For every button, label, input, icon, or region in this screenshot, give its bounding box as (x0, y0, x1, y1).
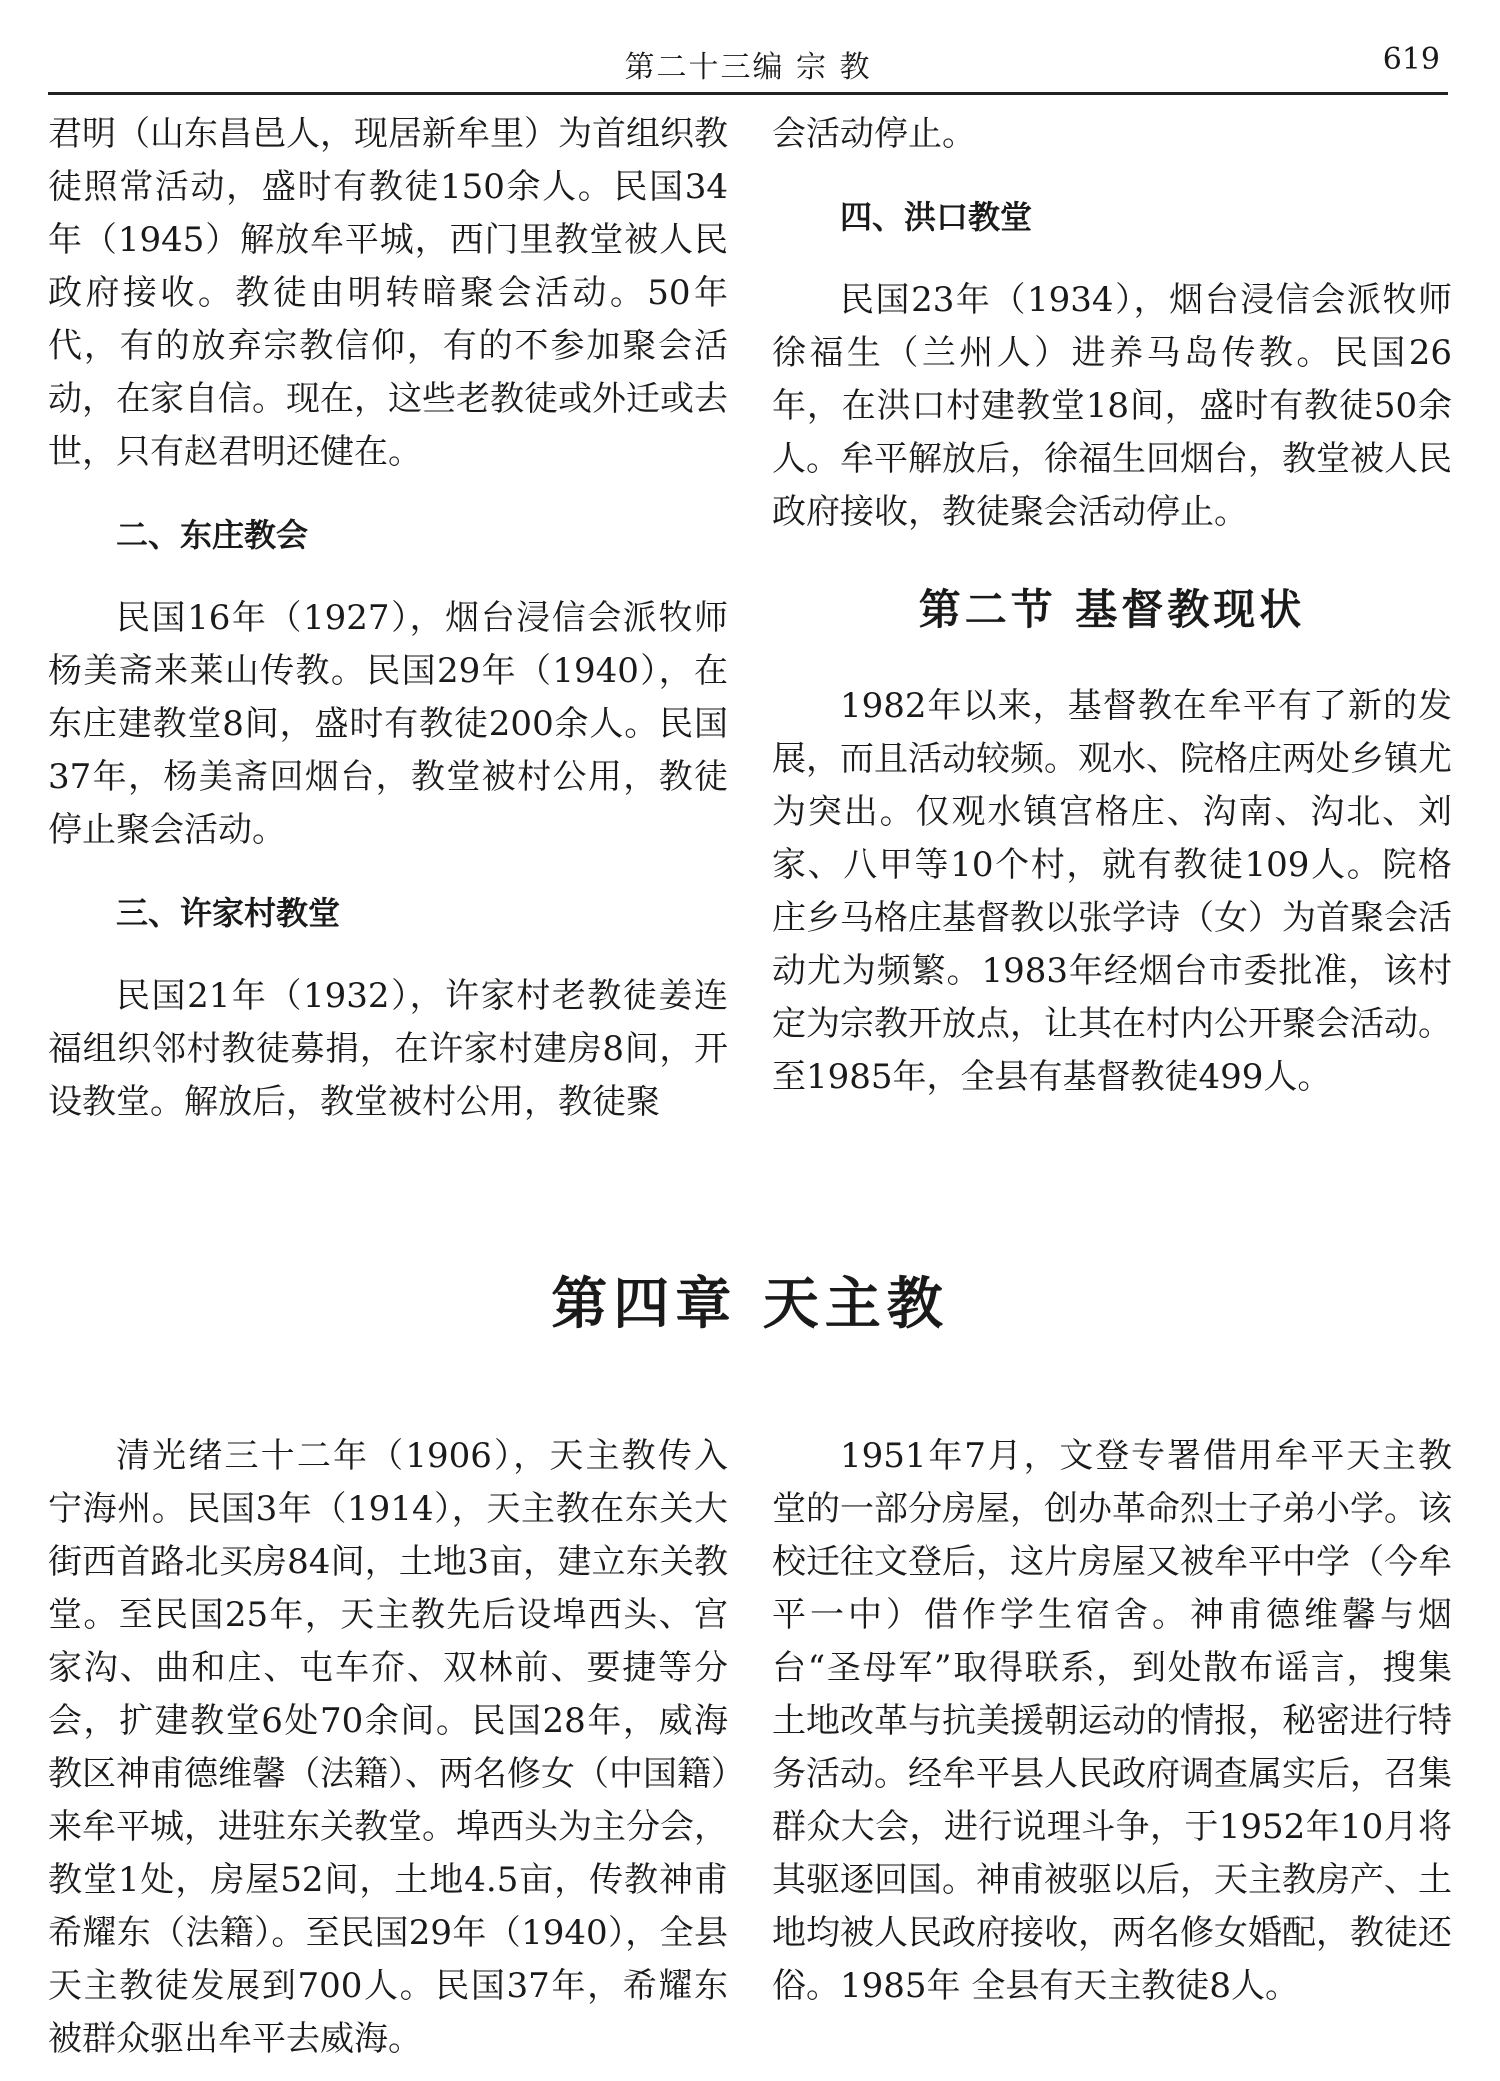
page-number: 619 (1382, 42, 1440, 77)
paragraph: 君明（山东昌邑人，现居新牟里）为首组织教徒照常活动，盛时有教徒150余人。民国34年（1945）解放牟平城，西门里教堂被人民政府接收。教徒由明转暗聚会活动。50年代，有的放弃宗教信仰，有的不参加聚会活动，在家自信。现在，这些老教徒或外迁或去世，只有赵君明还健在。 (48, 114, 728, 472)
bottom-right-column (772, 1430, 1452, 2013)
paragraph: 民国21年（1932），许家村老教徒姜连福组织邻村教徒募捐，在许家村建房8间，开设教堂。解放后，教堂被村公用，教徒聚 (48, 976, 728, 1122)
subsection-heading: 二、东庄教会 (116, 516, 309, 554)
paragraph: 1951年7月，文登专署借用牟平天主教堂的一部分房屋，创办革命烈士子弟小学。该校迁往文登后，这片房屋又被牟平中学（今牟平一中）借作学生宿舍。神甫德维馨与烟台“圣母军”取得联系，到处散布谣言，搜集土地改革与抗美援朝运动的情报，秘密进行特务活动。经牟平县人民政府调查属实后，召集群众大会，进行说理斗争，于1952年10月将其驱逐回国。神甫被驱以后，天主教房产、土地均被人民政府接收，两名修女婚配，教徒还俗。1985年 全县有天主教徒8人。 (772, 1436, 1452, 2006)
top-left-column (48, 108, 728, 1129)
subsection-heading: 四、洪口教堂 (840, 198, 1033, 236)
bottom-left-column (48, 1430, 728, 2066)
paragraph: 民国16年（1927），烟台浸信会派牧师杨美斋来莱山传教。民国29年（1940），在东庄建教堂8间，盛时有教徒200余人。民国37年，杨美斋回烟台，教堂被村公用，教徒停止聚会活动。 (48, 598, 728, 850)
top-right-column (772, 108, 1452, 1104)
page-header (48, 36, 1448, 95)
paragraph: 民国23年（1934），烟台浸信会派牧师徐福生（兰州人）进养马岛传教。民国26年，在洪口村建教堂18间，盛时有教徒50余人。牟平解放后，徐福生回烟台，教堂被人民政府接收，教徒聚会活动停止。 (772, 280, 1452, 532)
running-title: 第二十三编 宗 教 (624, 50, 872, 85)
section-title: 第二节 基督教现状 (918, 585, 1306, 634)
paragraph: 会活动停止。 (772, 114, 976, 154)
paragraph: 清光绪三十二年（1906），天主教传入宁海州。民国3年（1914），天主教在东关大街西首路北买房84间，土地3亩，建立东关教堂。至民国25年，天主教先后设埠西头、宫家沟、曲和庄、屯车夼、双林前、要捷等分会，扩建教堂6处70余间。民国28年，威海教区神甫德维馨（法籍）、两名修女（中国籍）来牟平城，进驻东关教堂。埠西头为主分会，教堂1处，房屋52间，土地4.5亩，传教神甫希耀东（法籍）。至民国29年（1940），全县天主教徒发展到700人。民国37年，希耀东被群众驱出牟平去威海。 (48, 1436, 728, 2059)
subsection-heading: 三、许家村教堂 (116, 894, 341, 932)
paragraph: 1982年以来，基督教在牟平有了新的发展，而且活动较频。观水、院格庄两处乡镇尤为突出。仅观水镇宫格庄、沟南、沟北、刘家、八甲等10个村，就有教徒109人。院格庄乡马格庄基督教以张学诗（女）为首聚会活动尤为频繁。1983年经烟台市委批准，该村定为宗教开放点，让其在村内公开聚会活动。至1985年，全县有基督教徒499人。 (772, 686, 1452, 1097)
chapter-title: 第四章 天主教 (551, 1272, 949, 1337)
